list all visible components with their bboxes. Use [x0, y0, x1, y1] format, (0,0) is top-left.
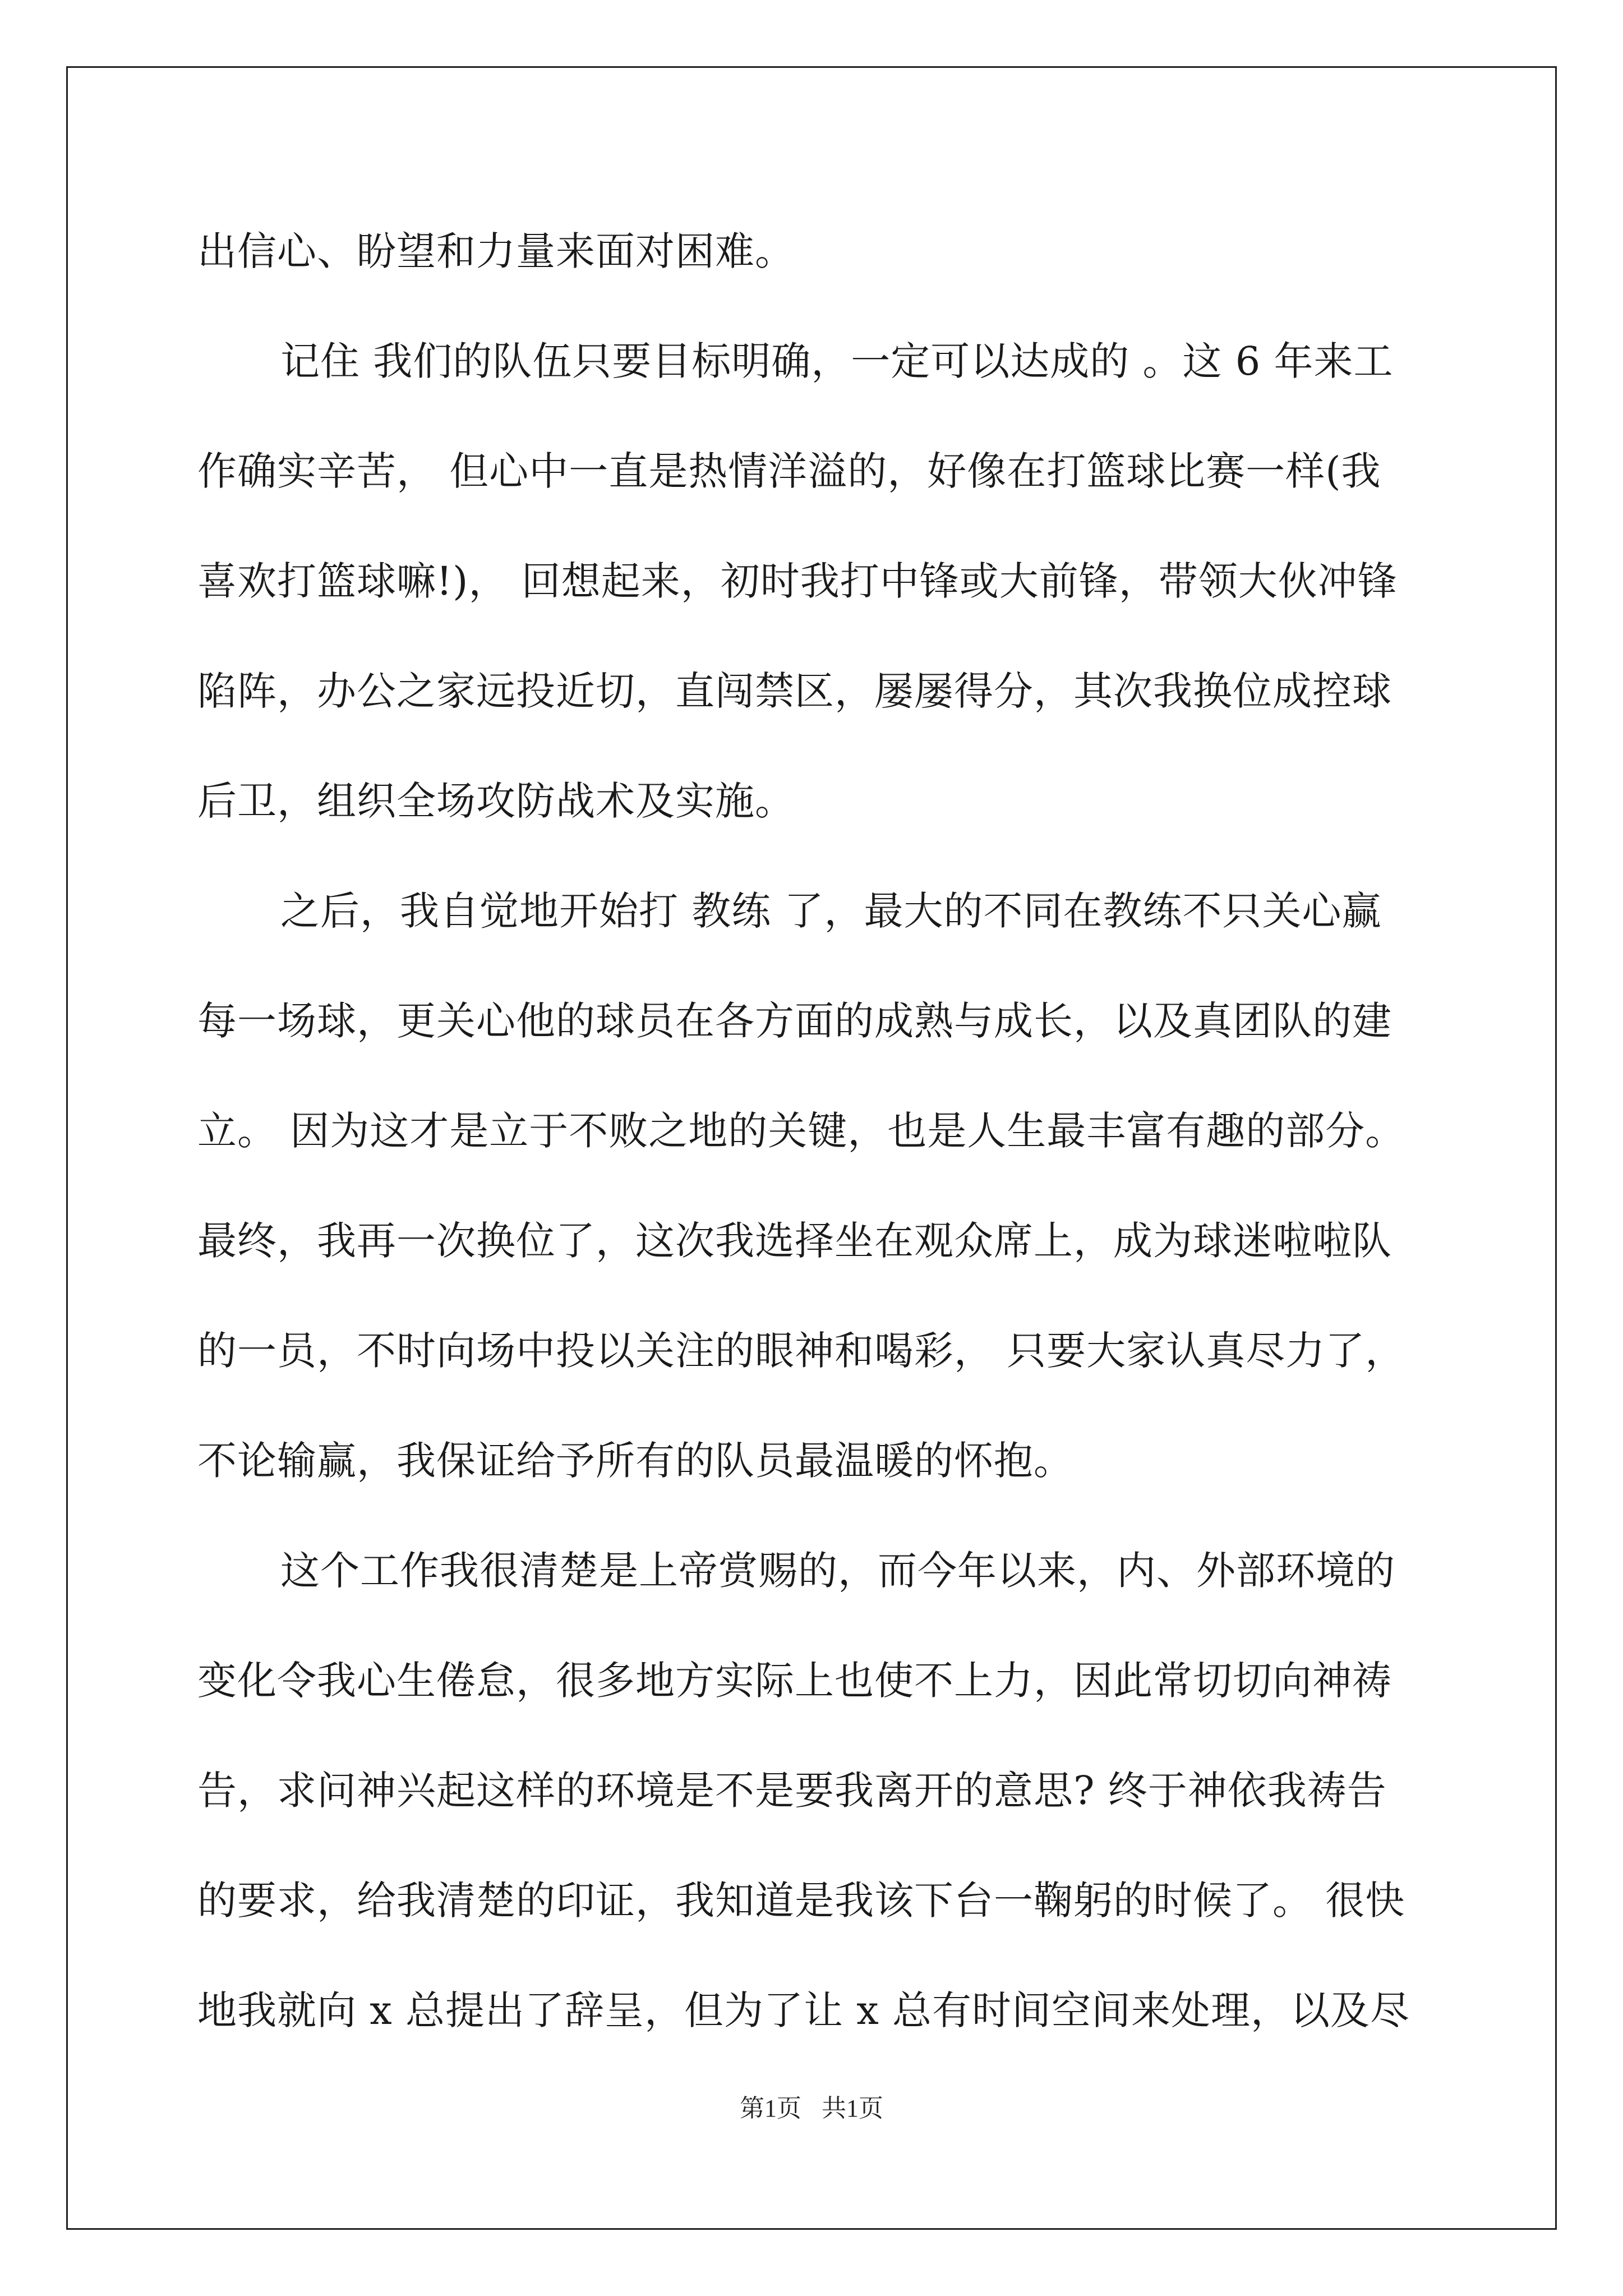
text-line: 告，求问神兴起这样的环境是不是要我离开的意思? 终于神依我祷告: [197, 1768, 1387, 1814]
text-line: 记住 我们的队伍只要目标明确，一定可以达成的 。这 6 年来工: [280, 338, 1394, 384]
page-number: 第1页: [740, 2095, 801, 2122]
text-line: 不论输赢，我保证给予所有的队员最温暖的怀抱。: [197, 1438, 1073, 1484]
text-line: 后卫，组织全场攻防战术及实施。: [197, 778, 795, 824]
text-line: 出信心、盼望和力量来面对困难。: [197, 228, 795, 274]
text-line: 最终，我再一次换位了，这次我选择坐在观众席上，成为球迷啦啦队: [197, 1218, 1392, 1264]
text-line: 喜欢打篮球嘛!)， 回想起来，初时我打中锋或大前锋，带领大伙冲锋: [197, 558, 1398, 604]
text-line: 的要求，给我清楚的印证，我知道是我该下台一鞠躬的时候了。 很快: [197, 1878, 1405, 1924]
document-body: [197, 196, 1445, 2065]
text-line: 这个工作我很清楚是上帝赏赐的，而今年以来，内、外部环境的: [280, 1548, 1395, 1594]
text-line: 变化令我心生倦怠，很多地方实际上也使不上力，因此常切切向神祷: [197, 1658, 1392, 1704]
text-line: 作确实辛苦， 但心中一直是热情洋溢的，好像在打篮球比赛一样(我: [197, 448, 1381, 494]
text-line: 立。 因为这才是立于不败之地的关键，也是人生最丰富有趣的部分。: [197, 1108, 1405, 1154]
total-pages: 共1页: [822, 2095, 883, 2122]
text-line: 的一员，不时向场中投以关注的眼神和喝彩， 只要大家认真尽力了，: [197, 1328, 1405, 1374]
page-footer: [0, 2088, 1623, 2124]
text-line: 每一场球，更关心他的球员在各方面的成熟与成长，以及真团队的建: [197, 998, 1392, 1044]
text-line: 陷阵，办公之家远投近切，直闯禁区，屡屡得分，其次我换位成控球: [197, 668, 1392, 714]
text-line: 之后，我自觉地开始打 教练 了，最大的不同在教练不只关心赢: [280, 888, 1382, 934]
text-line: 地我就向 x 总提出了辞呈，但为了让 x 总有时间空间来处理，以及尽: [197, 1987, 1410, 2033]
